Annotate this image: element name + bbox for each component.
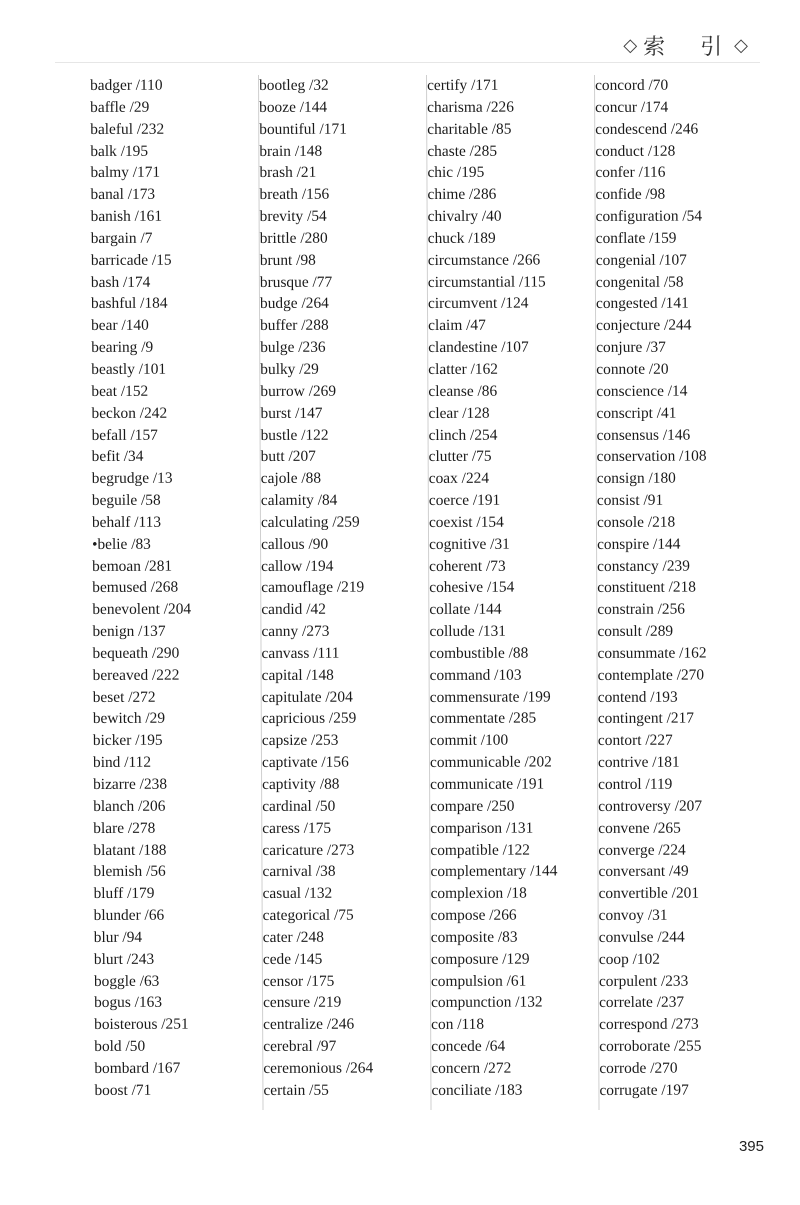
index-entry: conjure /37 <box>596 338 666 357</box>
index-entry: correspond /273 <box>599 1015 699 1034</box>
index-entry: consensus /146 <box>596 426 691 444</box>
index-entry: compunction /132 <box>431 993 543 1012</box>
index-entry: collude /131 <box>429 622 506 641</box>
index-entry: complexion /18 <box>430 884 527 903</box>
index-entry: corpulent /233 <box>598 972 689 990</box>
index-entry: bashful /184 <box>90 295 168 313</box>
index-entry: bereaved /222 <box>92 666 180 684</box>
diamond-ornament-icon: ◇ <box>623 35 638 56</box>
index-entry: balmy /171 <box>90 164 161 182</box>
index-entry: canvass /111 <box>261 644 340 662</box>
index-entry: begrudge /13 <box>91 469 173 488</box>
index-entry: beckon /242 <box>91 404 168 422</box>
index-entry: cleanse /86 <box>428 382 498 400</box>
index-entry: butt /207 <box>260 448 316 466</box>
index-entry: coherent /73 <box>429 557 506 575</box>
index-entry: compatible /122 <box>430 841 531 859</box>
index-entry: beguile /58 <box>91 491 161 510</box>
index-entry: bountiful /171 <box>259 120 347 138</box>
index-entry: brusque /77 <box>259 273 333 291</box>
index-entry: correlate /237 <box>599 994 685 1012</box>
index-entry: coerce /191 <box>428 491 501 510</box>
index-entry: clutter /75 <box>428 448 492 466</box>
index-entry: convene /265 <box>598 819 681 837</box>
index-entry: beat /152 <box>91 382 149 400</box>
index-entry: clear /128 <box>428 404 490 422</box>
index-entry: conciliate /183 <box>431 1081 523 1099</box>
index-entry: contemplate /270 <box>597 666 705 684</box>
index-entry: blanch /206 <box>93 797 166 815</box>
index-entry: conservation /108 <box>596 447 707 466</box>
index-entry: bulge /236 <box>260 338 326 357</box>
index-entry: bargain /7 <box>90 229 153 247</box>
index-entry: compulsion /61 <box>430 972 527 990</box>
index-entry: bulky /29 <box>260 360 319 378</box>
index-entry: bustle /122 <box>260 426 329 444</box>
index-entry: contend /193 <box>597 688 678 706</box>
index-entry: burrow /269 <box>260 382 337 400</box>
index-entry: cardinal /50 <box>262 797 336 815</box>
header-rule <box>55 62 760 63</box>
index-entry: concern /272 <box>431 1059 512 1077</box>
index-entry: complementary /144 <box>430 862 558 881</box>
index-entry: bluff /179 <box>93 884 155 903</box>
index-entry: congenial /107 <box>595 251 687 269</box>
index-entry: coexist /154 <box>428 513 504 531</box>
index-entry: blare /278 <box>93 819 156 837</box>
index-entry: convertible /201 <box>598 884 700 903</box>
index-entry: camouflage /219 <box>261 578 365 597</box>
index-entry: benign /137 <box>92 622 166 641</box>
index-entry: converge /224 <box>598 841 686 859</box>
index-entry: behalf /113 <box>91 513 162 531</box>
index-entry: bemused /268 <box>92 579 179 597</box>
index-entry: boggle /63 <box>93 972 160 990</box>
index-entry: befit /34 <box>91 448 144 466</box>
index-entry: bombard /167 <box>94 1059 181 1077</box>
index-entry: carnival /38 <box>262 863 336 881</box>
index-entry: bewitch /29 <box>92 710 166 728</box>
index-entry: commit /100 <box>429 731 509 750</box>
index-entry: conduct /128 <box>595 142 676 160</box>
index-entry: conspire /144 <box>597 535 681 553</box>
index-entry: chime /286 <box>427 185 497 204</box>
index-entry: blur /94 <box>93 928 143 946</box>
index-entry: benevolent /204 <box>92 600 192 619</box>
index-entry: constrain /256 <box>597 600 685 619</box>
index-entry: compare /250 <box>430 797 515 815</box>
diamond-ornament-icon: ◇ <box>734 35 748 56</box>
index-entry: con /118 <box>431 1016 485 1034</box>
index-entry: composure /129 <box>430 950 530 968</box>
index-entry: claim /47 <box>428 317 486 335</box>
index-entry: balk /195 <box>90 142 149 160</box>
index-entry: corroborate /255 <box>599 1037 702 1056</box>
index-entry: callous /90 <box>261 535 329 553</box>
index-entry: communicate /191 <box>430 775 545 793</box>
index-entry: condescend /246 <box>595 120 699 138</box>
index-entry: candid /42 <box>261 600 326 619</box>
index-entry: certain /55 <box>263 1081 329 1099</box>
index-entry: consist /91 <box>596 491 664 510</box>
index-entry: commensurate /199 <box>429 688 551 706</box>
index-entry: conscript /41 <box>596 404 677 422</box>
index-entry: bizarre /238 <box>93 775 168 793</box>
index-entry: controversy /207 <box>598 797 703 815</box>
index-entry: certify /171 <box>427 76 499 94</box>
index-entry: callow /194 <box>261 557 334 575</box>
index-entry: coop /102 <box>598 950 661 968</box>
index-entry: captivity /88 <box>262 775 340 793</box>
index-entry: captivate /156 <box>261 753 349 772</box>
index-entry: •belie /83 <box>92 535 151 553</box>
index-column-1 <box>90 74 245 1110</box>
index-entry: circumvent /124 <box>427 294 529 313</box>
index-entry: blatant /188 <box>93 841 167 859</box>
index-entry: congenital /58 <box>595 273 684 291</box>
index-entry: cajole /88 <box>260 469 322 488</box>
index-entry: blunder /66 <box>93 906 165 925</box>
index-entry: console /218 <box>596 513 676 531</box>
index-entry: command /103 <box>429 666 522 684</box>
index-entry: charitable /85 <box>427 120 512 138</box>
index-entry: collate /144 <box>429 600 502 619</box>
index-entry: brunt /98 <box>259 251 316 269</box>
index-column-2 <box>258 74 424 1110</box>
index-entry: clandestine /107 <box>428 338 529 357</box>
index-entry: censor /175 <box>262 972 335 990</box>
index-entry: contrive /181 <box>597 753 680 772</box>
index-entry: communicable /202 <box>429 753 552 772</box>
index-entry: conflate /159 <box>595 229 677 247</box>
index-entry: booze /144 <box>259 98 328 116</box>
index-entry: convulse /244 <box>598 928 685 946</box>
index-entry: barricade /15 <box>90 251 172 269</box>
index-title: 索 引 <box>643 35 737 60</box>
index-entry: calculating /259 <box>260 513 360 531</box>
index-entry: capricious /259 <box>261 710 357 728</box>
index-entry: concord /70 <box>595 76 669 94</box>
index-entry: constituent /218 <box>597 578 697 597</box>
index-entry: beset /272 <box>92 688 156 706</box>
index-entry: blurt /243 <box>93 950 155 968</box>
index-entry: cohesive /154 <box>429 579 515 597</box>
index-entry: comparison /131 <box>430 819 534 837</box>
index-entry: categorical /75 <box>262 906 354 925</box>
index-entry: composite /83 <box>430 928 518 946</box>
index-entry: corrugate /197 <box>599 1081 689 1099</box>
index-entry: confide /98 <box>595 185 666 204</box>
index-entry: censure /219 <box>263 994 342 1012</box>
index-entry: chivalry /40 <box>427 207 502 226</box>
index-entry: constancy /239 <box>597 557 690 575</box>
index-entry: contingent /217 <box>597 710 695 728</box>
index-entry: bootleg /32 <box>259 76 329 94</box>
page-number: 395 <box>738 1138 764 1155</box>
index-entry: concede /64 <box>431 1037 506 1056</box>
index-entry: combustible /88 <box>429 644 529 662</box>
index-entry: clinch /254 <box>428 426 498 444</box>
index-entry: calamity /84 <box>260 491 338 510</box>
index-entry: casual /132 <box>262 884 333 903</box>
index-entry: bold /50 <box>94 1037 146 1056</box>
index-entry: bear /140 <box>91 317 149 335</box>
index-entry: circumstance /266 <box>427 251 541 269</box>
index-entry: chuck /189 <box>427 229 496 247</box>
index-entry: bash /174 <box>90 273 151 291</box>
index-entry: capital /148 <box>261 666 334 684</box>
index-entry: cognitive /31 <box>429 535 510 553</box>
index-entry: consult /289 <box>597 622 674 641</box>
index-entry: corrode /270 <box>599 1059 678 1077</box>
index-entry: badger /110 <box>90 76 163 94</box>
index-entry: budge /264 <box>259 295 329 313</box>
index-entry: brittle /280 <box>259 229 328 247</box>
index-entry: banal /173 <box>90 185 156 204</box>
index-entry: cede /145 <box>262 950 323 968</box>
index-entry: bearing /9 <box>91 338 154 357</box>
index-entry: chaste /285 <box>427 142 498 160</box>
index-entry: chic /195 <box>427 164 485 182</box>
index-column-3 <box>426 74 592 1110</box>
index-entry: bequeath /290 <box>92 644 180 662</box>
index-entry: conscience /14 <box>596 382 688 400</box>
index-entry: bogus /163 <box>94 994 163 1012</box>
index-entry: consign /180 <box>596 469 676 488</box>
index-entry: capsize /253 <box>261 731 339 750</box>
index-entry: confer /116 <box>595 164 666 182</box>
index-entry: baffle /29 <box>90 98 150 116</box>
index-entry: commentate /285 <box>429 709 537 728</box>
index-entry: connote /20 <box>596 360 669 378</box>
index-entry: brain /148 <box>259 142 323 160</box>
index-entry: brevity /54 <box>259 207 327 226</box>
index-entry: blemish /56 <box>93 863 166 881</box>
index-entry: coax /224 <box>428 469 490 488</box>
index-entry: burst /147 <box>260 404 323 422</box>
index-entry: capitulate /204 <box>261 688 353 706</box>
index-entry: compose /266 <box>430 906 517 925</box>
index-entry: consummate /162 <box>597 644 707 662</box>
index-entry: bind /112 <box>92 753 152 772</box>
index-entry: caricature /273 <box>262 841 355 859</box>
index-entry: cerebral /97 <box>263 1037 337 1056</box>
index-entry: conversant /49 <box>598 862 689 881</box>
index-entry: charisma /226 <box>427 98 514 116</box>
index-entry: boost /71 <box>94 1081 152 1099</box>
index-entry: control /119 <box>598 775 673 793</box>
index-entry: centralize /246 <box>263 1015 355 1034</box>
index-entry: concur /174 <box>595 98 669 116</box>
index-entry: bicker /195 <box>92 732 163 750</box>
index-column-4 <box>594 74 780 1110</box>
index-entry: circumstantial /115 <box>427 273 546 291</box>
index-entry: brash /21 <box>259 164 317 182</box>
index-entry: caress /175 <box>262 819 332 837</box>
index-entry: congested /141 <box>595 295 689 313</box>
index-entry: cater /248 <box>262 928 324 946</box>
index-entry: breath /156 <box>259 185 330 204</box>
index-entry: buffer /288 <box>260 316 329 335</box>
index-entry: ceremonious /264 <box>263 1059 374 1077</box>
running-header <box>623 30 748 61</box>
index-entry: clatter /162 <box>428 360 498 378</box>
index-entry: bemoan /281 <box>92 557 173 575</box>
index-entry: boisterous /251 <box>94 1015 189 1034</box>
index-entry: baleful /232 <box>90 120 165 138</box>
index-entry: banish /161 <box>90 207 163 226</box>
index-entry: contort /227 <box>597 731 673 750</box>
index-entry: configuration /54 <box>595 207 703 226</box>
index-entry: convoy /31 <box>598 906 668 925</box>
index-entry: befall /157 <box>91 426 158 444</box>
index-entry: conjecture /244 <box>596 316 692 335</box>
index-entry: canny /273 <box>261 622 330 641</box>
index-entry: beastly /101 <box>91 360 167 378</box>
